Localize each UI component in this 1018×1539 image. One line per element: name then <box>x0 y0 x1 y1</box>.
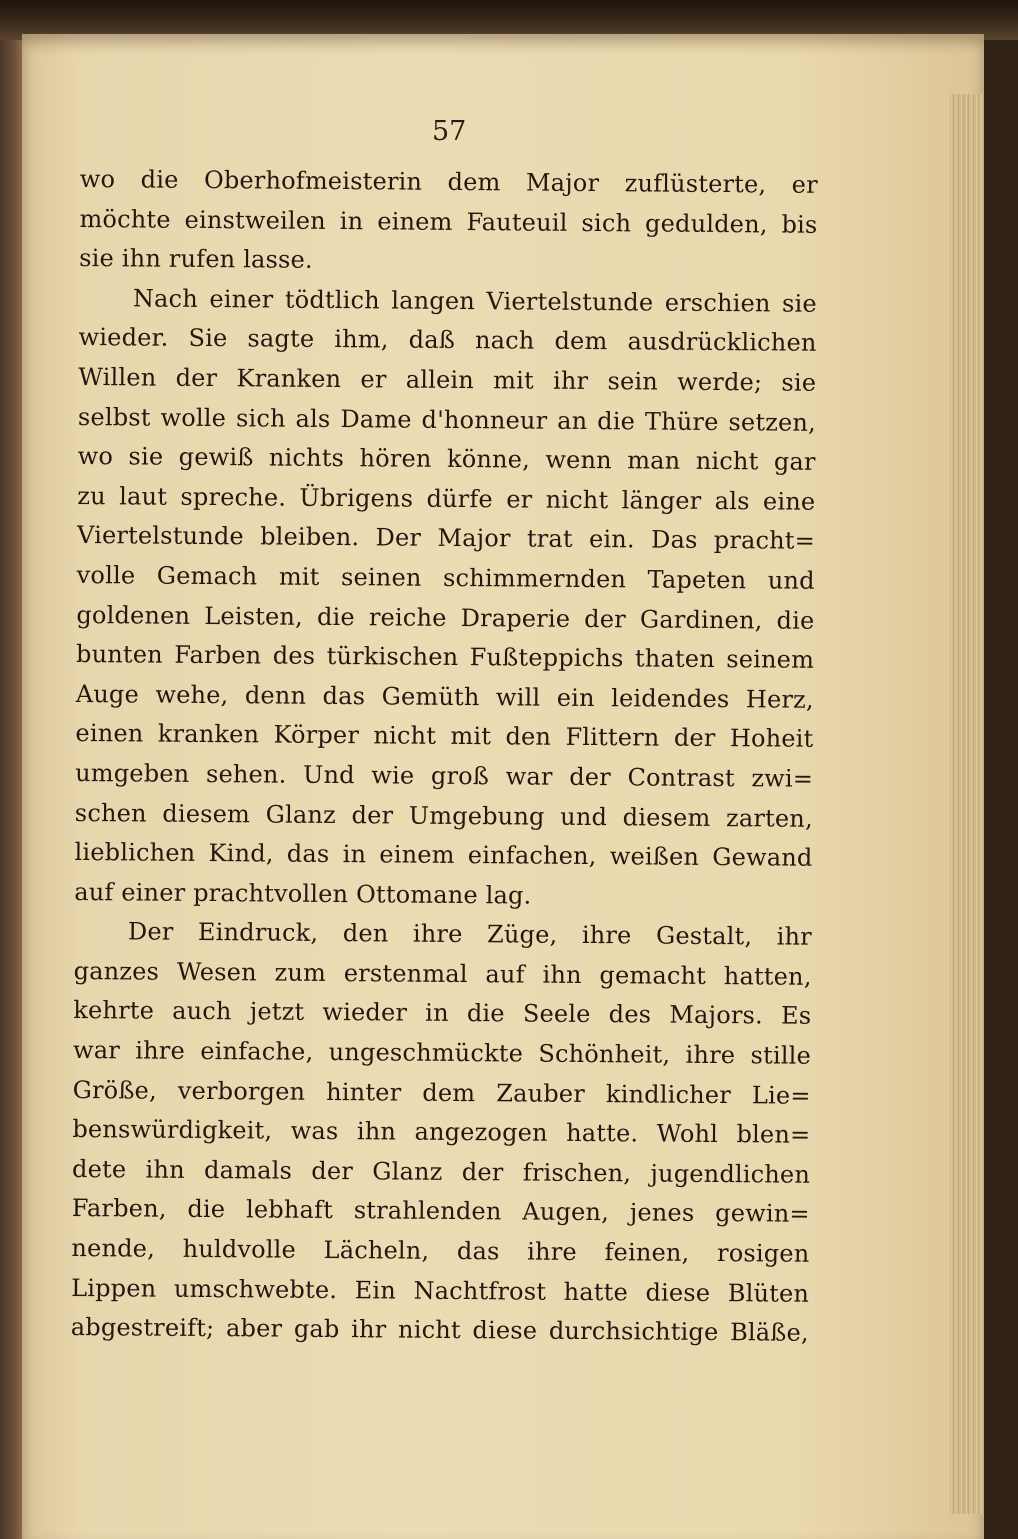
text-line: nende, huldvolle Lächeln, das ihre feinen, rosigen <box>71 1233 810 1268</box>
text-line: war ihre einfache, ungeschmückte Schönheit, ihre stille <box>72 1036 812 1070</box>
text-line: wieder. Sie sagte ihm, daß nach dem ausdrücklichen <box>78 323 817 358</box>
text-line: lieblichen Kind, das in einem einfachen, weißen Gewand <box>74 838 813 872</box>
text-line: einen kranken Körper nicht mit den Flittern der Hoheit <box>75 719 814 754</box>
text-line: kehrte auch jetzt wieder in die Seele des Majors. Es <box>73 996 812 1031</box>
text-line: Viertelstunde bleiben. Der Major trat ein. Das pracht= <box>76 521 816 556</box>
text-line: goldenen Leisten, die reiche Draperie der Gardinen, die <box>76 600 815 635</box>
page-number: 57 <box>432 116 467 147</box>
text-line: auf einer prachtvollen Ottomane lag. <box>74 877 532 910</box>
text-line: umgeben sehen. Und wie groß war der Contrast zwi= <box>75 758 814 793</box>
text-line: zu laut spreche. Übrigens dürfe er nicht länger als eine <box>77 481 816 516</box>
text-line: Farben, die lebhaft strahlenden Augen, jenes gewin= <box>71 1194 810 1229</box>
text-line: benswürdigkeit, was ihn angezogen hatte. Wohl blen= <box>72 1115 811 1150</box>
text-line: wo die Oberhofmeisterin dem Major zuflüsterte, er <box>79 164 818 199</box>
text-line: dete ihn damals der Glanz der frischen, jugendlichen <box>71 1154 811 1189</box>
text-line: möchte einstweilen in einem Fauteuil sich gedulden, bis <box>79 204 818 239</box>
text-line: Größe, verborgen hinter dem Zauber kindlicher Lie= <box>72 1075 811 1110</box>
text-line: Willen der Kranken er allein mit ihr sein werde; sie <box>78 362 817 397</box>
text-line: Auge wehe, denn das Gemüth will ein leidendes Herz, <box>75 679 814 714</box>
text-line: Lippen umschwebte. Ein Nachtfrost hatte diese Blüten <box>71 1273 810 1308</box>
text-line: Nach einer tödtlich langen Viertelstunde erschien sie <box>132 284 818 318</box>
text-line: bunten Farben des türkischen Fußteppichs thaten seinem <box>76 640 815 674</box>
text-line: Der Eindruck, den ihre Züge, ihre Gestalt, ihr <box>127 917 813 952</box>
text-line: ganzes Wesen zum erstenmal auf ihn gemacht hatten, <box>73 956 812 991</box>
text-line: schen diesem Glanz der Umgebung und diesem zarten, <box>74 798 813 833</box>
text-line: abgestreift; aber gab ihr nicht diese durchsichtige Bläße, <box>70 1313 809 1347</box>
text-line: selbst wolle sich als Dame d'honneur an die Thüre setzen, <box>77 402 817 437</box>
text-line: wo sie gewiß nichts hören könne, wenn man nicht gar <box>77 442 816 476</box>
body-text <box>71 160 818 1354</box>
text-line: sie ihn rufen lasse. <box>79 244 313 275</box>
text-line: volle Gemach mit seinen schimmernden Tapeten und <box>76 560 815 595</box>
page-stack-edge <box>950 94 984 1514</box>
